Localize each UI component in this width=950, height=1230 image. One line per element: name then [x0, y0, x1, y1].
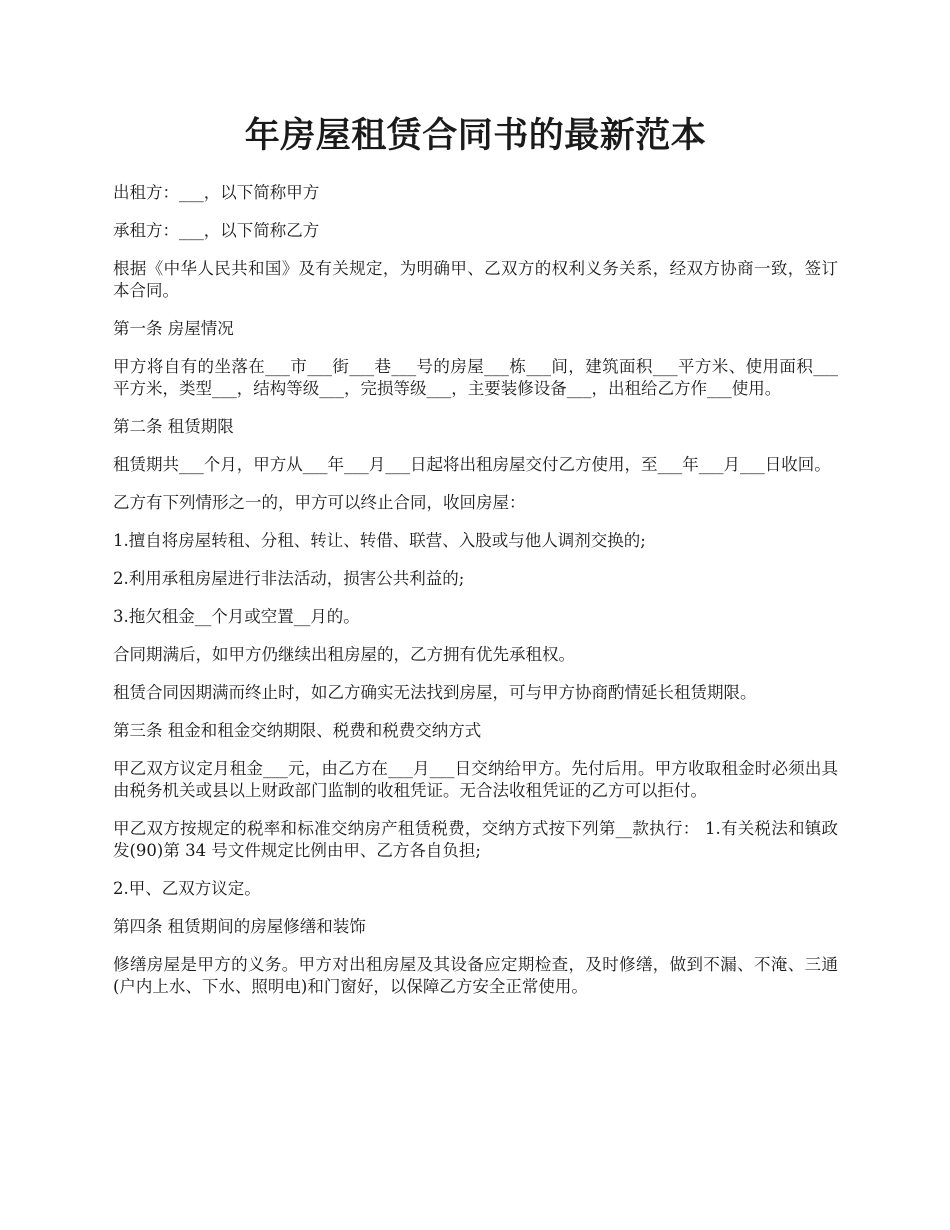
article-3-heading: 第三条 租金和租金交纳期限、税费和税费交纳方式: [113, 721, 482, 740]
extension-paragraph: 租赁合同因期满而终止时，如乙方确实无法找到房屋，可与甲方协商酌情延长租赁期限。: [113, 683, 757, 702]
priority-renewal-paragraph: 合同期满后，如甲方仍继续出租房屋的，乙方拥有优先承租权。: [113, 645, 575, 664]
termination-item-2: 2.利用承租房屋进行非法活动，损害公共利益的;: [113, 569, 465, 588]
article-4-heading: 第四条 租赁期间的房屋修缮和装饰: [113, 917, 366, 936]
lessor-line: 出租方：___，以下简称甲方: [113, 183, 320, 202]
document-title: 年房屋租赁合同书的最新范本: [244, 115, 707, 156]
article-2-body: 租赁期共___个月，甲方从___年___月___日起将出租房屋交付乙方使用，至___年___月___日收回。: [113, 455, 831, 474]
termination-item-3: 3.拖欠租金__个月或空置__月的。: [113, 607, 360, 626]
preamble-paragraph: 根据《中华人民共和国》及有关规定，为明确甲、乙双方的权利义务关系，经双方协商一致，签订本合同。: [113, 259, 838, 300]
termination-intro: 乙方有下列情形之一的，甲方可以终止合同，收回房屋：: [113, 493, 526, 512]
article-2-heading: 第二条 租赁期限: [113, 417, 234, 436]
lessee-line: 承租方：___，以下简称乙方: [113, 221, 320, 240]
termination-item-1: 1.擅自将房屋转租、分租、转让、转借、联营、入股或与他人调剂交换的;: [113, 531, 646, 550]
article-3-tax-item-2: 2.甲、乙双方议定。: [113, 879, 261, 898]
article-4-body: 修缮房屋是甲方的义务。甲方对出租房屋及其设备应定期检查，及时修缮，做到不漏、不淹、三通(户内上水、下水、照明电)和门窗好，以保障乙方安全正常使用。: [113, 955, 838, 996]
article-3-rent-paragraph: 甲乙双方议定月租金___元，由乙方在___月___日交纳给甲方。先付后用。甲方收取租金时必须出具由税务机关或县以上财政部门监制的收租凭证。无合法收租凭证的乙方可以拒付。: [113, 759, 838, 800]
article-1-body: 甲方将自有的坐落在___市___街___巷___号的房屋___栋___间，建筑面积___平方米、使用面积___平方米，类型___，结构等级___，完损等级___，主要装修设备___，出租给乙方作___使用。: [113, 357, 838, 398]
article-3-tax-paragraph: 甲乙双方按规定的税率和标准交纳房产租赁税费，交纳方式按下列第__款执行： 1.有关税法和镇政发(90)第 34 号文件规定比例由甲、乙方各自负担;: [113, 819, 838, 860]
article-1-heading: 第一条 房屋情况: [113, 319, 234, 338]
